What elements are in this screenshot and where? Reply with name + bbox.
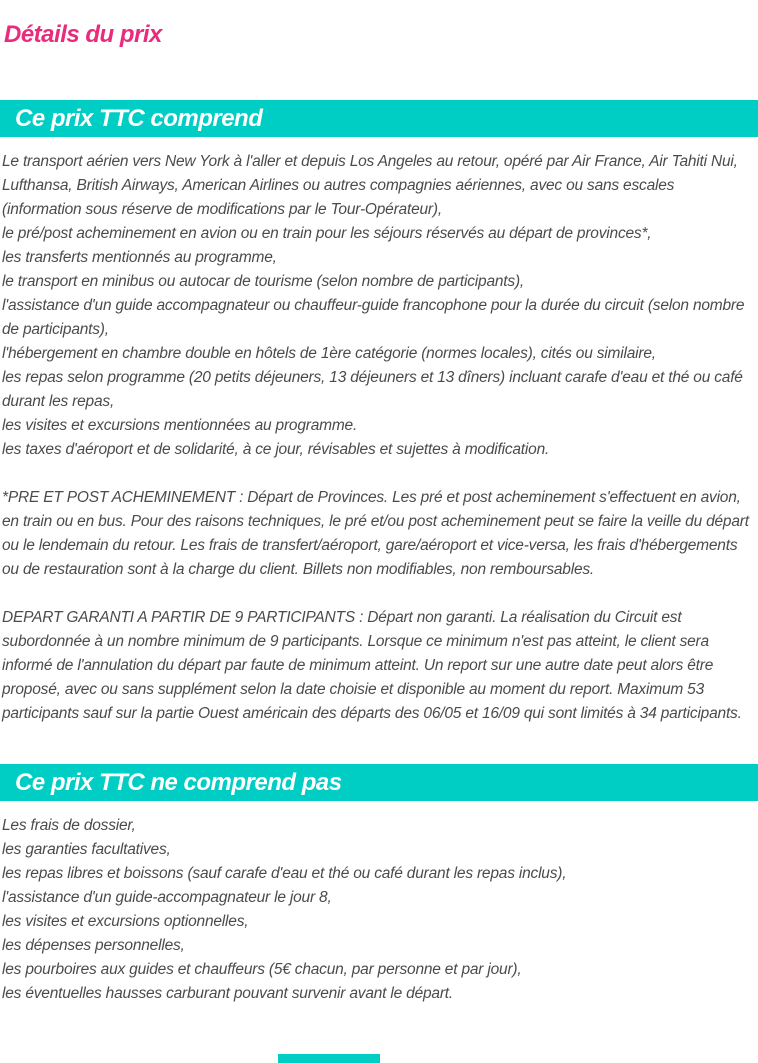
included-item: les taxes d'aéroport et de solidarité, à ce jour, révisables et sujettes à modification. [2,441,550,458]
not-included-item: les dépenses personnelles, [2,937,185,954]
not-included-item: les garanties facultatives, [2,841,171,858]
partial-teal-element[interactable] [278,1054,380,1063]
not-included-item: les pourboires aux guides et chauffeurs (5€ chacun, par personne et par jour), [2,961,522,978]
included-item: les transferts mentionnés au programme, [2,249,277,266]
not-included-item: l'assistance d'un guide-accompagnateur le jour 8, [2,889,332,906]
section-banner-not-included [0,764,758,801]
note-pre-post-acheminement: *PRE ET POST ACHEMINEMENT : Départ de Provinces. Les pré et post acheminement s'effectuent en avion, en train ou en bus. Pour des raisons techniques, le pré et/ou post acheminement peut se faire la veille du départ ou le lendemain du retour. Les frais de transfert/aéroport, gare/aéroport et vice-versa, les frais d'hébergements ou de restauration sont à la charge du client. Billets non modifiables, non remboursables. [2,489,749,578]
not-included-item: les visites et excursions optionnelles, [2,913,249,930]
not-included-item: les éventuelles hausses carburant pouvant survenir avant le départ. [2,985,454,1002]
included-item: le transport en minibus ou autocar de tourisme (selon nombre de participants), [2,273,525,290]
section-banner-not-included-label: Ce prix TTC ne comprend pas [15,769,342,796]
page-title: Détails du prix [4,21,162,48]
included-item: l'hébergement en chambre double en hôtels de 1ère catégorie (normes locales), cités ou similaire, [2,345,656,362]
included-item: Le transport aérien vers New York à l'aller et depuis Los Angeles au retour, opéré par Air France, Air Tahiti Nui, Lufthansa, British Airways, American Airlines ou autres compagnies aériennes, avec ou sans escales (information sous réserve de modifications par le Tour-Opérateur), [2,153,738,218]
section-banner-included [0,100,758,137]
included-item: les visites et excursions mentionnées au programme. [2,417,358,434]
included-item: le pré/post acheminement en avion ou en train pour les séjours réservés au départ de provinces*, [2,225,652,242]
not-included-list [0,801,758,1006]
note-depart-garanti: DEPART GARANTI A PARTIR DE 9 PARTICIPANTS : Départ non garanti. La réalisation du Circuit est subordonnée à un nombre minimum de 9 participants. Lorsque ce minimum n'est pas atteint, le client sera informé de l'annulation du départ par faute de minimum atteint. Un report sur une autre date peut alors être proposé, avec ou sans supplément selon la date choisie et disponible au moment du report. Maximum 53 participants sauf sur la partie Ouest américain des départs des 06/05 et 16/09 qui sont limités à 34 participants. [2,609,742,722]
section-banner-included-label: Ce prix TTC comprend [15,105,263,132]
not-included-item: les repas libres et boissons (sauf carafe d'eau et thé ou café durant les repas inclus), [2,865,567,882]
not-included-item: Les frais de dossier, [2,817,136,834]
included-list [0,137,758,726]
included-item: les repas selon programme (20 petits déjeuners, 13 déjeuners et 13 dîners) incluant carafe d'eau et thé ou café durant les repas, [2,369,743,410]
included-item: l'assistance d'un guide accompagnateur ou chauffeur-guide francophone pour la durée du circuit (selon nombre de participants), [2,297,745,338]
